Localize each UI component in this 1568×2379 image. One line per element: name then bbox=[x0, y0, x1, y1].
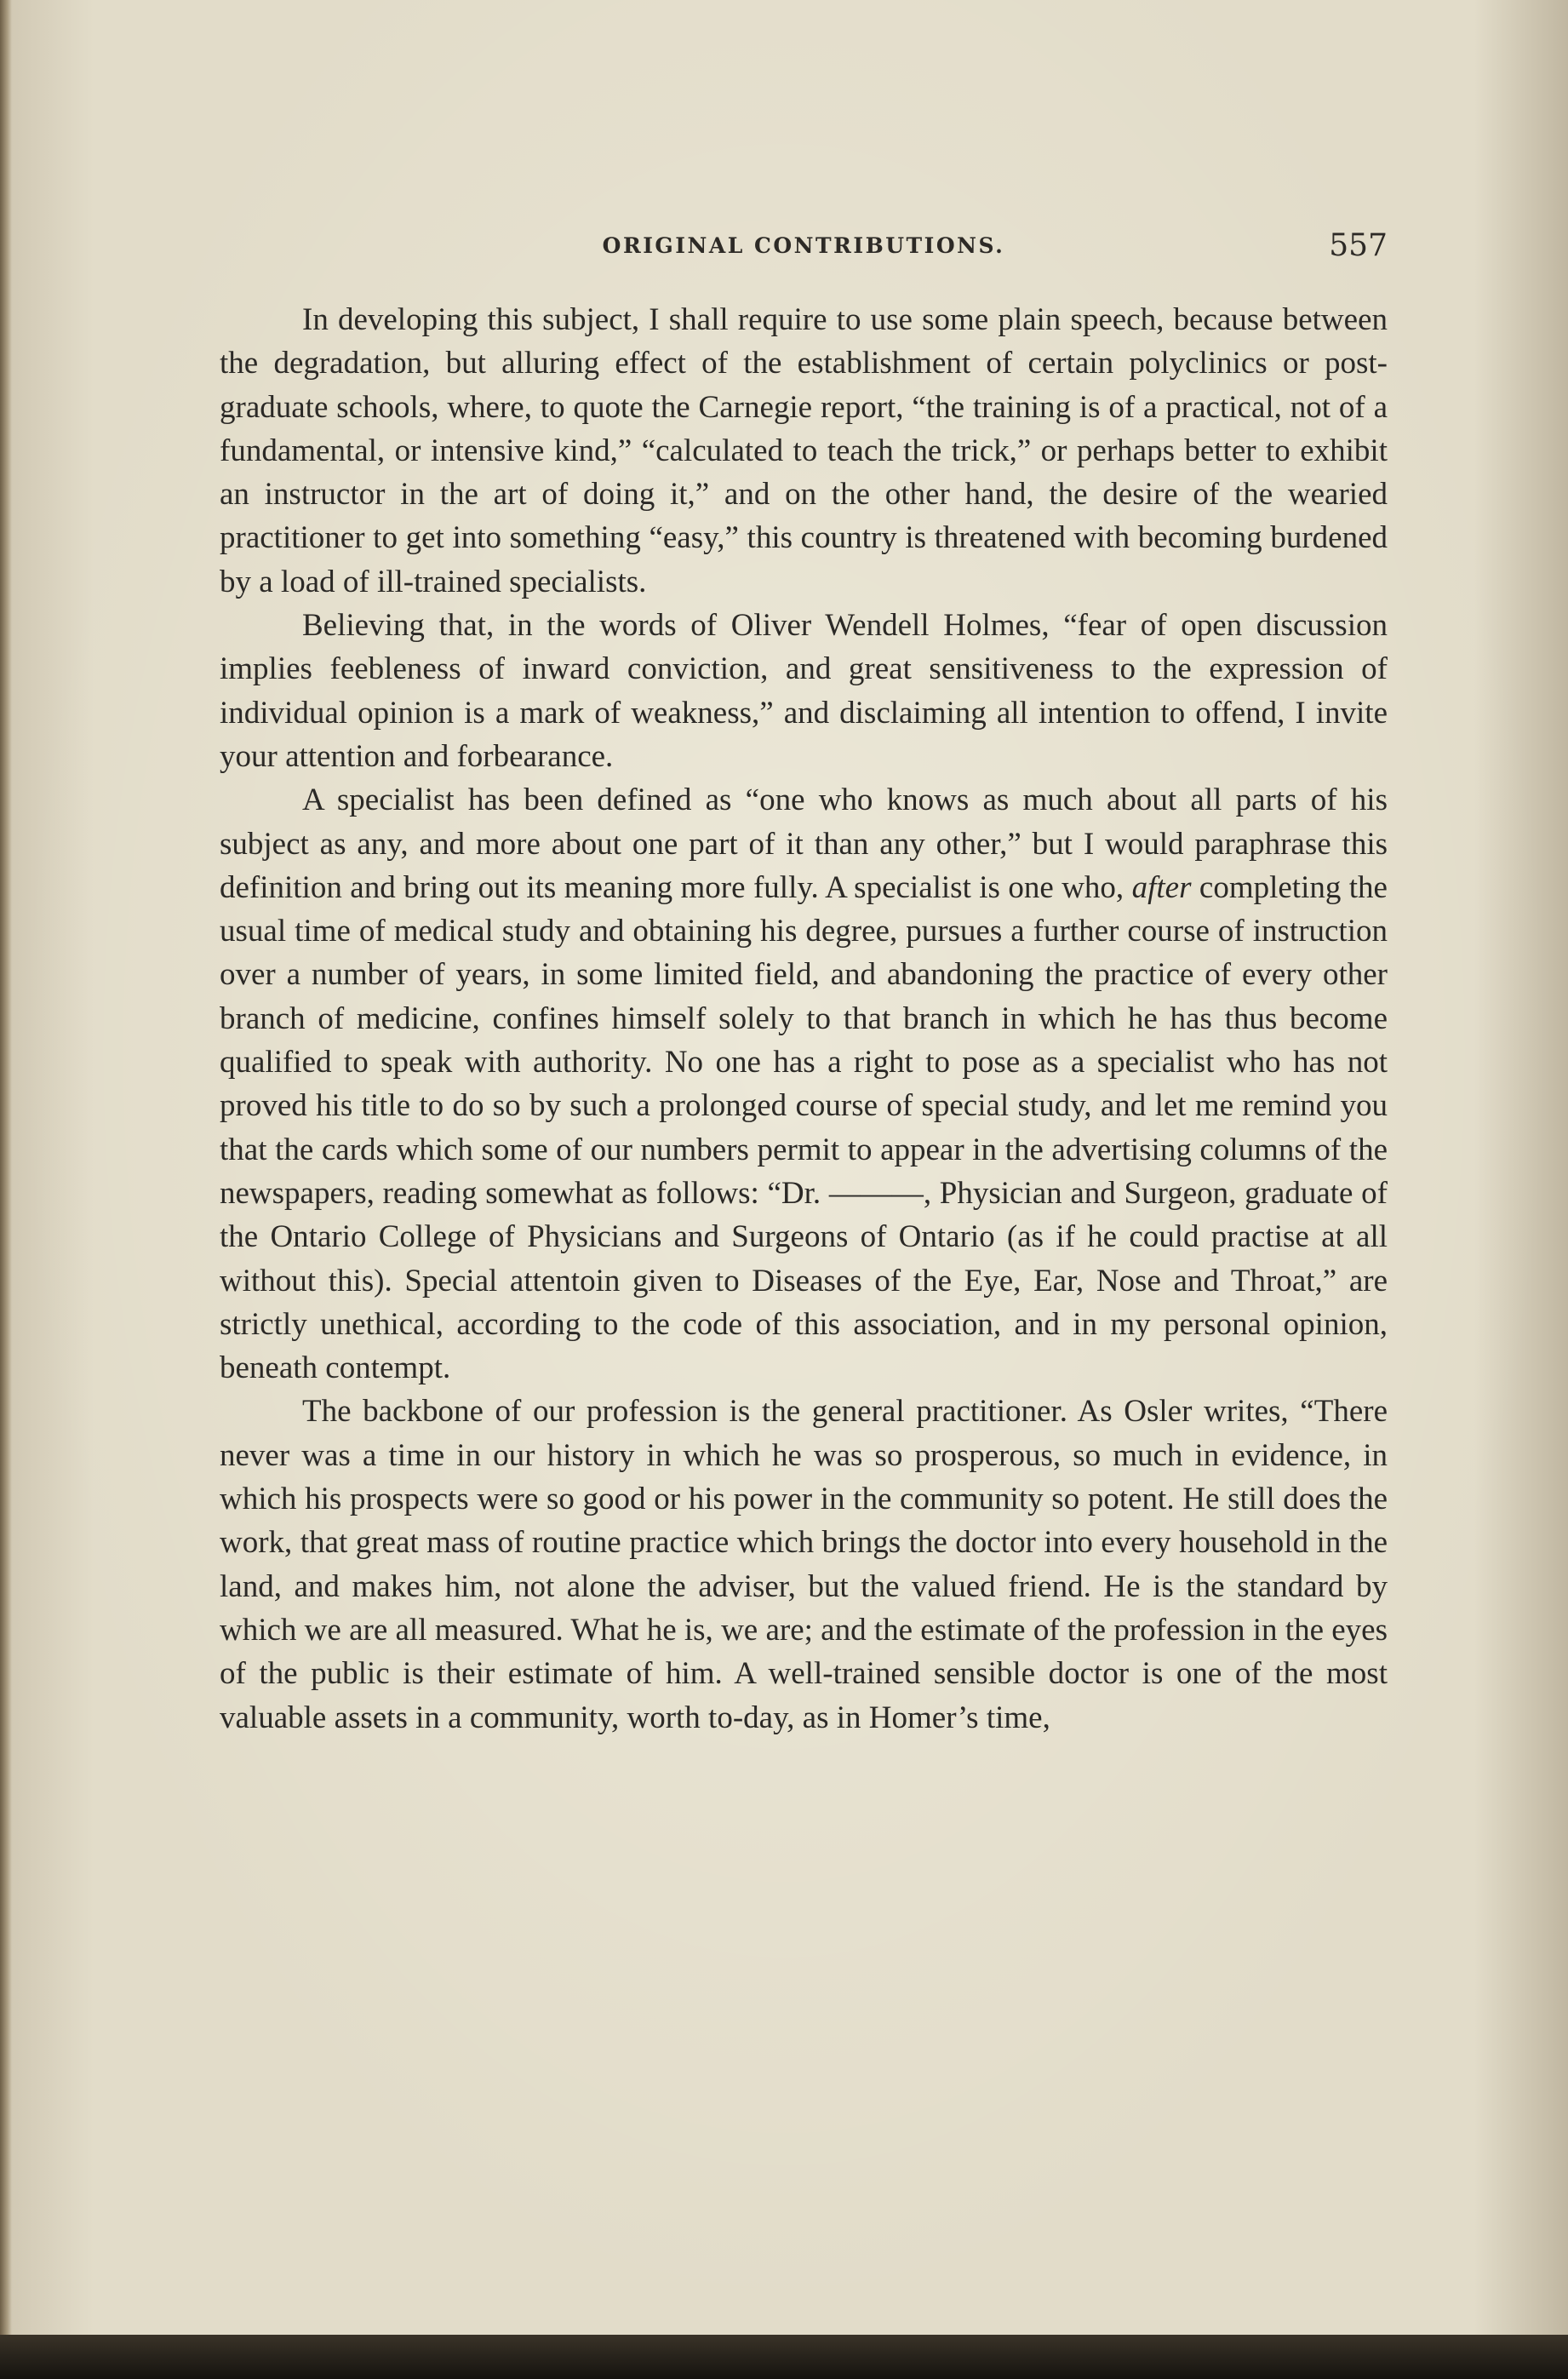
scan-bottom-shadow bbox=[0, 2335, 1568, 2379]
emphasized-word: after bbox=[1131, 869, 1192, 905]
page-binding-edge bbox=[0, 0, 12, 2335]
page-number: 557 bbox=[1329, 228, 1388, 263]
paragraph: In developing this subject, I shall require to use some plain speech, because between the degradation, but alluring effect of the establishment of certain polyclinics or post-graduate schools, where, to quote the Carnegie report, “the training is of a practical, not of a fundamental, or intensive kind,” “calculated to teach the trick,” or perhaps better to exhibit an instructor in the art of doing it,” and on the other hand, the desire of the wearied practitioner to get into something “easy,” this country is threatened with becoming burdened by a load of ill-trained specialists. bbox=[220, 302, 1388, 599]
paragraph-text: A specialist has been defined as “one who knows as much about all parts of his subject as any, and more about one part of it than any other,” but I would paraphrase this definition and bring out its meaning more fully. A specialist is one who, bbox=[220, 782, 1388, 905]
paragraph bbox=[220, 778, 1388, 1390]
body-text bbox=[220, 298, 1388, 1740]
running-title: ORIGINAL CONTRIBUTIONS. bbox=[602, 233, 1005, 258]
paragraph: Believing that, in the words of Oliver Wendell Holmes, “fear of open discussion implies feebleness of inward conviction, and great sensitiveness to the expression of individual opinion is a mark of weakness,” and disclaiming all intention to offend, I invite your attention and forbearance. bbox=[220, 608, 1388, 774]
paragraph: The backbone of our profession is the general practitioner. As Osler writes, “There never was a time in our history in which he was so prosperous, so much in evidence, in which his prospects were so good or his power in the community so potent. He still does the work, that great mass of routine practice which brings the doctor into every household in the land, and makes him, not alone the adviser, but the valued friend. He is the standard by which we are all measured. What he is, we are; and the estimate of the profession in the eyes of the public is their estimate of him. A well-trained sensible doctor is one of the most valuable assets in a community, worth to-day, as in Homer’s time, bbox=[220, 1394, 1388, 1735]
paragraph-text: completing the usual time of medical study and obtaining his degree, pursues a further course of instruction over a number of years, in some limited field, and abandoning the practice of every other branch of medicine, confines himself solely to that branch in which he has thus become qualified to speak with authority. No one has a right to pose as a specialist who has not proved his title to do so by such a prolonged course of special study, and let me remind you that the cards which some of our numbers permit to appear in the advertising columns of the newspapers, reading somewhat as follows: “Dr. ———, Physician and Surgeon, graduate of the Ontario College of Physicians and Surgeons of Ontario (as if he could practise at all without this). Special attentoin given to Diseases of the Eye, Ear, Nose and Throat,” are strictly unethical, according to the code of this association, and in my personal opinion, beneath contempt. bbox=[220, 869, 1388, 1386]
running-head bbox=[220, 228, 1388, 271]
